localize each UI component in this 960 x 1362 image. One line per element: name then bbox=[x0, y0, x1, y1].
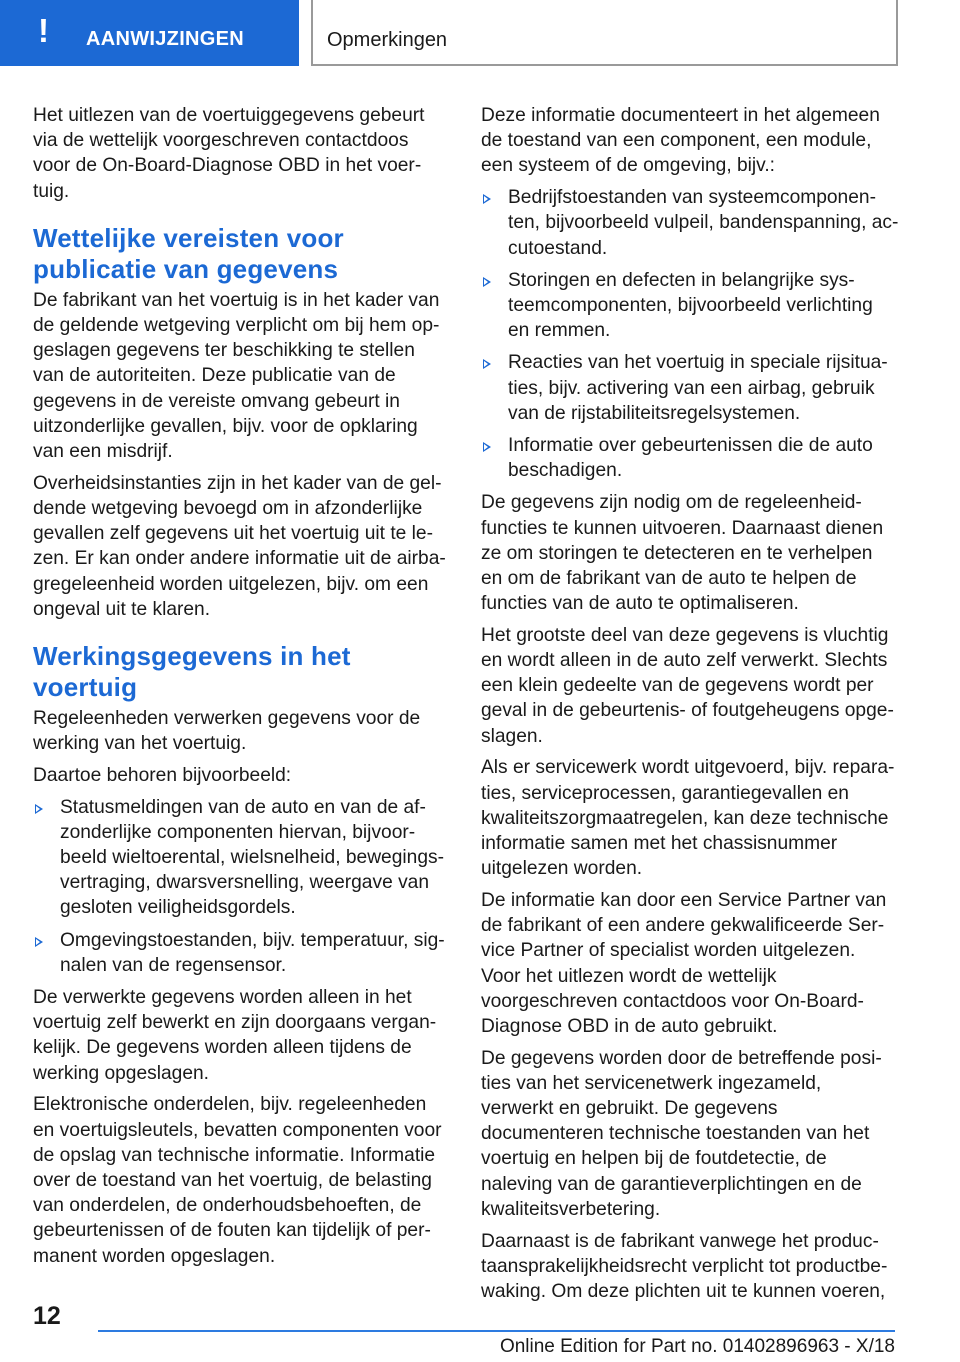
edition-text: Online Edition for Part no. 01402896963 - X/18 bbox=[499, 1336, 895, 1357]
paragraph: Daarnaast is de fabrikant vanwege het productaansprakelijkheidsrecht verplicht tot productbewaking. Om deze plichten uit te kunnen voeren, bbox=[481, 1230, 888, 1302]
paragraph: Het grootste deel van deze gegevens is vluchtig en wordt alleen in de auto zelf verwerkt. Slechts een klein gedeelte van de gegevens wordt per geval in de gebeurtenis- of foutgeheugens opgeslagen. bbox=[481, 624, 894, 747]
paragraph: Overheidsinstanties zijn in het kader van de geldende wetgeving bevoegd om in afzonderlijke gevallen zelf gegevens uit het voertuig uit te lezen. Er kan onder andere informatie uit de airbagregeleenheid worden uitgelezen, bijv. om een ongeval uit te klaren. bbox=[33, 472, 446, 620]
list-item-text: Omgevingstoestanden, bijv. temperatuur, signalen van de regensensor. bbox=[60, 929, 445, 976]
paragraph: De verwerkte gegevens worden alleen in het voertuig zelf bewerkt en zijn doorgaans vergankelijk. De gegevens worden alleen tijdens de werking opgeslagen. bbox=[33, 986, 437, 1084]
triangle-bullet-icon bbox=[35, 804, 43, 814]
page-number: 12 bbox=[33, 1302, 61, 1330]
paragraph: De informatie kan door een Service Partner van de fabrikant of een andere gekwalificeerde Service Partner of specialist worden uitgelezen. Voor het uitlezen wordt de wettelijk voorgeschreven contactdoos voor On-Board-Diagnose OBD in de auto gebruikt. bbox=[481, 889, 887, 1037]
paragraph: De gegevens zijn nodig om de regeleenheidfuncties te kunnen uitvoeren. Daarnaast dienen ze om storingen te detecteren en te verhelpen en om de fabrikant van de auto te helpen de functies van de auto te optimaliseren. bbox=[481, 492, 884, 615]
list-item-text: Informatie over gebeurtenissen die de auto beschadigen. bbox=[508, 434, 873, 482]
triangle-bullet-icon bbox=[483, 277, 491, 287]
section-heading: Wettelijke vereisten voor publicatie van gegevens bbox=[33, 222, 344, 284]
paragraph: Als er servicewerk wordt uitgevoerd, bijv. reparaties, serviceprocessen, garantiegevallen en kwaliteitszorgmaatregelen, kan deze technische informatie samen met het chassisnummer uitgelezen worden. bbox=[481, 757, 895, 880]
section-tab bbox=[0, 0, 299, 66]
left-column bbox=[33, 103, 451, 1275]
exclamation-icon: ! bbox=[38, 12, 49, 49]
triangle-bullet-icon bbox=[483, 442, 491, 452]
list-item bbox=[481, 433, 899, 483]
list-item bbox=[33, 795, 451, 921]
section-heading: Werkingsgegevens in het voertuig bbox=[33, 640, 351, 702]
section-title: AANWIJZINGEN bbox=[86, 28, 245, 50]
bullet-list bbox=[33, 795, 451, 978]
footer-divider bbox=[98, 1330, 895, 1332]
list-item bbox=[33, 928, 451, 978]
paragraph: Deze informatie documenteert in het algemeen de toestand van een component, een module, een systeem of de omgeving, bijv.: bbox=[481, 105, 880, 177]
paragraph: De fabrikant van het voertuig is in het kader van de geldende wetgeving verplicht om bij hem opgeslagen gegevens ter beschikking te stellen van de autoriteiten. Deze publicatie van de gegevens in de vereiste omvang gebeurt in uitzonderlijke gevallen, bijv. voor de opklaring van een misdrijf. bbox=[33, 289, 440, 463]
paragraph: Daartoe behoren bijvoorbeeld: bbox=[33, 764, 292, 786]
subsection-header bbox=[311, 0, 898, 66]
paragraph: Elektronische onderdelen, bijv. regeleenheden en voertuigsleutels, bevatten componenten voor de opslag van technische informatie. Informatie over de toestand van het voertuig, de belasting van onderdelen, de onderhoudsbehoeften, de gebeurtenissen of de fouten kan tijdelijk of permanent worden opgeslagen. bbox=[33, 1094, 442, 1267]
paragraph: De gegevens worden door de betreffende posities van het servicenetwerk ingezameld, verwerkt en gebruikt. De gegevens documenteren technische toestanden van het voertuig en helpen bij de foutdetectie, de naleving van de garantieverplichtingen en de kwaliteitsverbetering. bbox=[481, 1047, 882, 1220]
list-item bbox=[481, 350, 899, 426]
bullet-list bbox=[481, 185, 899, 483]
list-item bbox=[481, 185, 899, 261]
subsection-title: Opmerkingen bbox=[327, 29, 448, 51]
triangle-bullet-icon bbox=[35, 937, 43, 947]
list-item-text: Statusmeldingen van de auto en van de afzonderlijke componenten hiervan, bijvoorbeeld wieltoerental, wielsnelheid, bewegingsvertraging, dwarsversnelling, weergave van gesloten veiligheidsgordels. bbox=[60, 796, 444, 919]
list-item bbox=[481, 268, 899, 344]
list-item-text: Storingen en defecten in belangrijke systeemcomponenten, bijvoorbeeld verlichting en remmen. bbox=[508, 269, 873, 342]
triangle-bullet-icon bbox=[483, 194, 491, 204]
list-item-text: Reacties van het voertuig in speciale rijsituaties, bijv. activering van een airbag, gebruik van de rijstabiliteitsregelsystemen. bbox=[508, 352, 888, 424]
paragraph: Het uitlezen van de voertuiggegevens gebeurt via de wettelijk voorgeschreven contactdoos voor de On-Board-Diagnose OBD in het voertuig. bbox=[33, 105, 425, 202]
triangle-bullet-icon bbox=[483, 359, 491, 369]
right-column bbox=[481, 103, 899, 1311]
paragraph: Regeleenheden verwerken gegevens voor de werking van het voertuig. bbox=[33, 707, 421, 755]
list-item-text: Bedrijfstoestanden van systeemcomponenten, bijvoorbeeld vulpeil, bandenspanning, accutoestand. bbox=[508, 187, 899, 259]
